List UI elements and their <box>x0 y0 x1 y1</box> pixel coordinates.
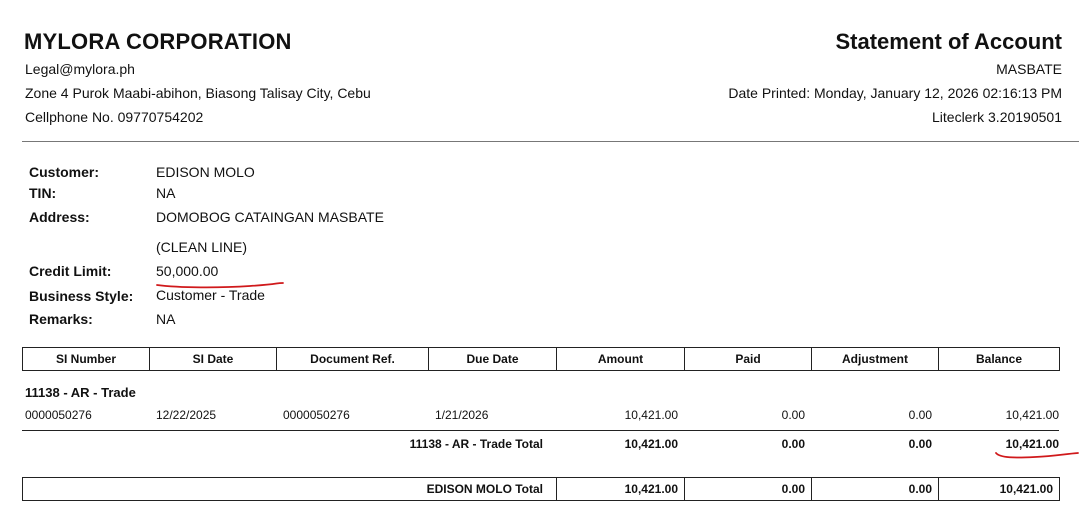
group-total-label: 11138 - AR - Trade Total <box>409 437 544 451</box>
table-row <box>22 405 1059 425</box>
remarks-label: Remarks: <box>29 311 93 327</box>
company-address: Zone 4 Purok Maabi-abihon, Biasong Talisay City, Cebu <box>25 85 371 101</box>
group-total-adjustment: 0.00 <box>908 437 933 451</box>
row-si-date: 12/22/2025 <box>156 408 217 422</box>
company-email: Legal@mylora.ph <box>25 61 135 77</box>
col-due-date: Due Date <box>429 348 557 371</box>
credit-limit-annotation-underline <box>150 276 290 292</box>
grand-total-balance: 10,421.00 <box>999 482 1054 496</box>
balance-annotation-underline <box>990 448 1081 462</box>
credit-limit-value: 50,000.00 <box>156 263 219 279</box>
row-due-date: 1/21/2026 <box>435 408 489 422</box>
col-si-number: SI Number <box>23 348 150 371</box>
group-total-amount: 10,421.00 <box>624 437 679 451</box>
group-title: 11138 - AR - Trade <box>25 385 136 400</box>
row-balance: 10,421.00 <box>1005 408 1059 422</box>
col-amount: Amount <box>557 348 685 371</box>
business-style-value: Customer - Trade <box>156 287 265 303</box>
col-si-date: SI Date <box>150 348 277 371</box>
grand-total-row <box>22 477 1060 501</box>
row-doc-ref: 0000050276 <box>283 408 350 422</box>
grand-total-amount: 10,421.00 <box>557 478 685 501</box>
row-paid: 0.00 <box>781 408 805 422</box>
address-value: DOMOBOG CATAINGAN MASBATE <box>156 209 384 225</box>
header-divider <box>22 141 1079 142</box>
col-adjustment: Adjustment <box>812 348 939 371</box>
document-title: Statement of Account <box>835 29 1062 54</box>
grand-total-paid: 0.00 <box>685 478 812 501</box>
statement-table-body <box>22 405 1059 425</box>
remarks-value: NA <box>156 311 176 327</box>
tin-value: NA <box>156 185 176 201</box>
row-amount: 10,421.00 <box>624 408 678 422</box>
date-printed: Date Printed: Monday, January 12, 2026 02:16:13 PM <box>728 85 1062 101</box>
customer-label: Customer: <box>29 164 100 180</box>
statement-table-header <box>22 347 1060 371</box>
credit-limit-label: Credit Limit: <box>29 263 112 279</box>
grand-total-adjustment: 0.00 <box>812 478 939 501</box>
software-version: Liteclerk 3.20190501 <box>932 109 1062 125</box>
business-style-label: Business Style: <box>29 288 134 304</box>
row-si-number: 0000050276 <box>25 408 92 422</box>
company-name: MYLORA CORPORATION <box>24 29 292 54</box>
group-total-paid: 0.00 <box>781 437 806 451</box>
col-paid: Paid <box>685 348 812 371</box>
address-line2: (CLEAN LINE) <box>156 239 248 255</box>
group-total-balance: 10,421.00 <box>1005 437 1060 451</box>
branch-name: MASBATE <box>996 61 1062 77</box>
tin-label: TIN: <box>29 185 57 201</box>
company-phone: Cellphone No. 09770754202 <box>25 109 204 125</box>
address-label: Address: <box>29 209 90 225</box>
group-total-row <box>22 430 1059 457</box>
customer-value: EDISON MOLO <box>156 164 255 180</box>
grand-total-label: EDISON MOLO Total <box>23 478 557 501</box>
col-document-ref: Document Ref. <box>277 348 429 371</box>
col-balance: Balance <box>939 348 1060 371</box>
row-adjustment: 0.00 <box>908 408 932 422</box>
